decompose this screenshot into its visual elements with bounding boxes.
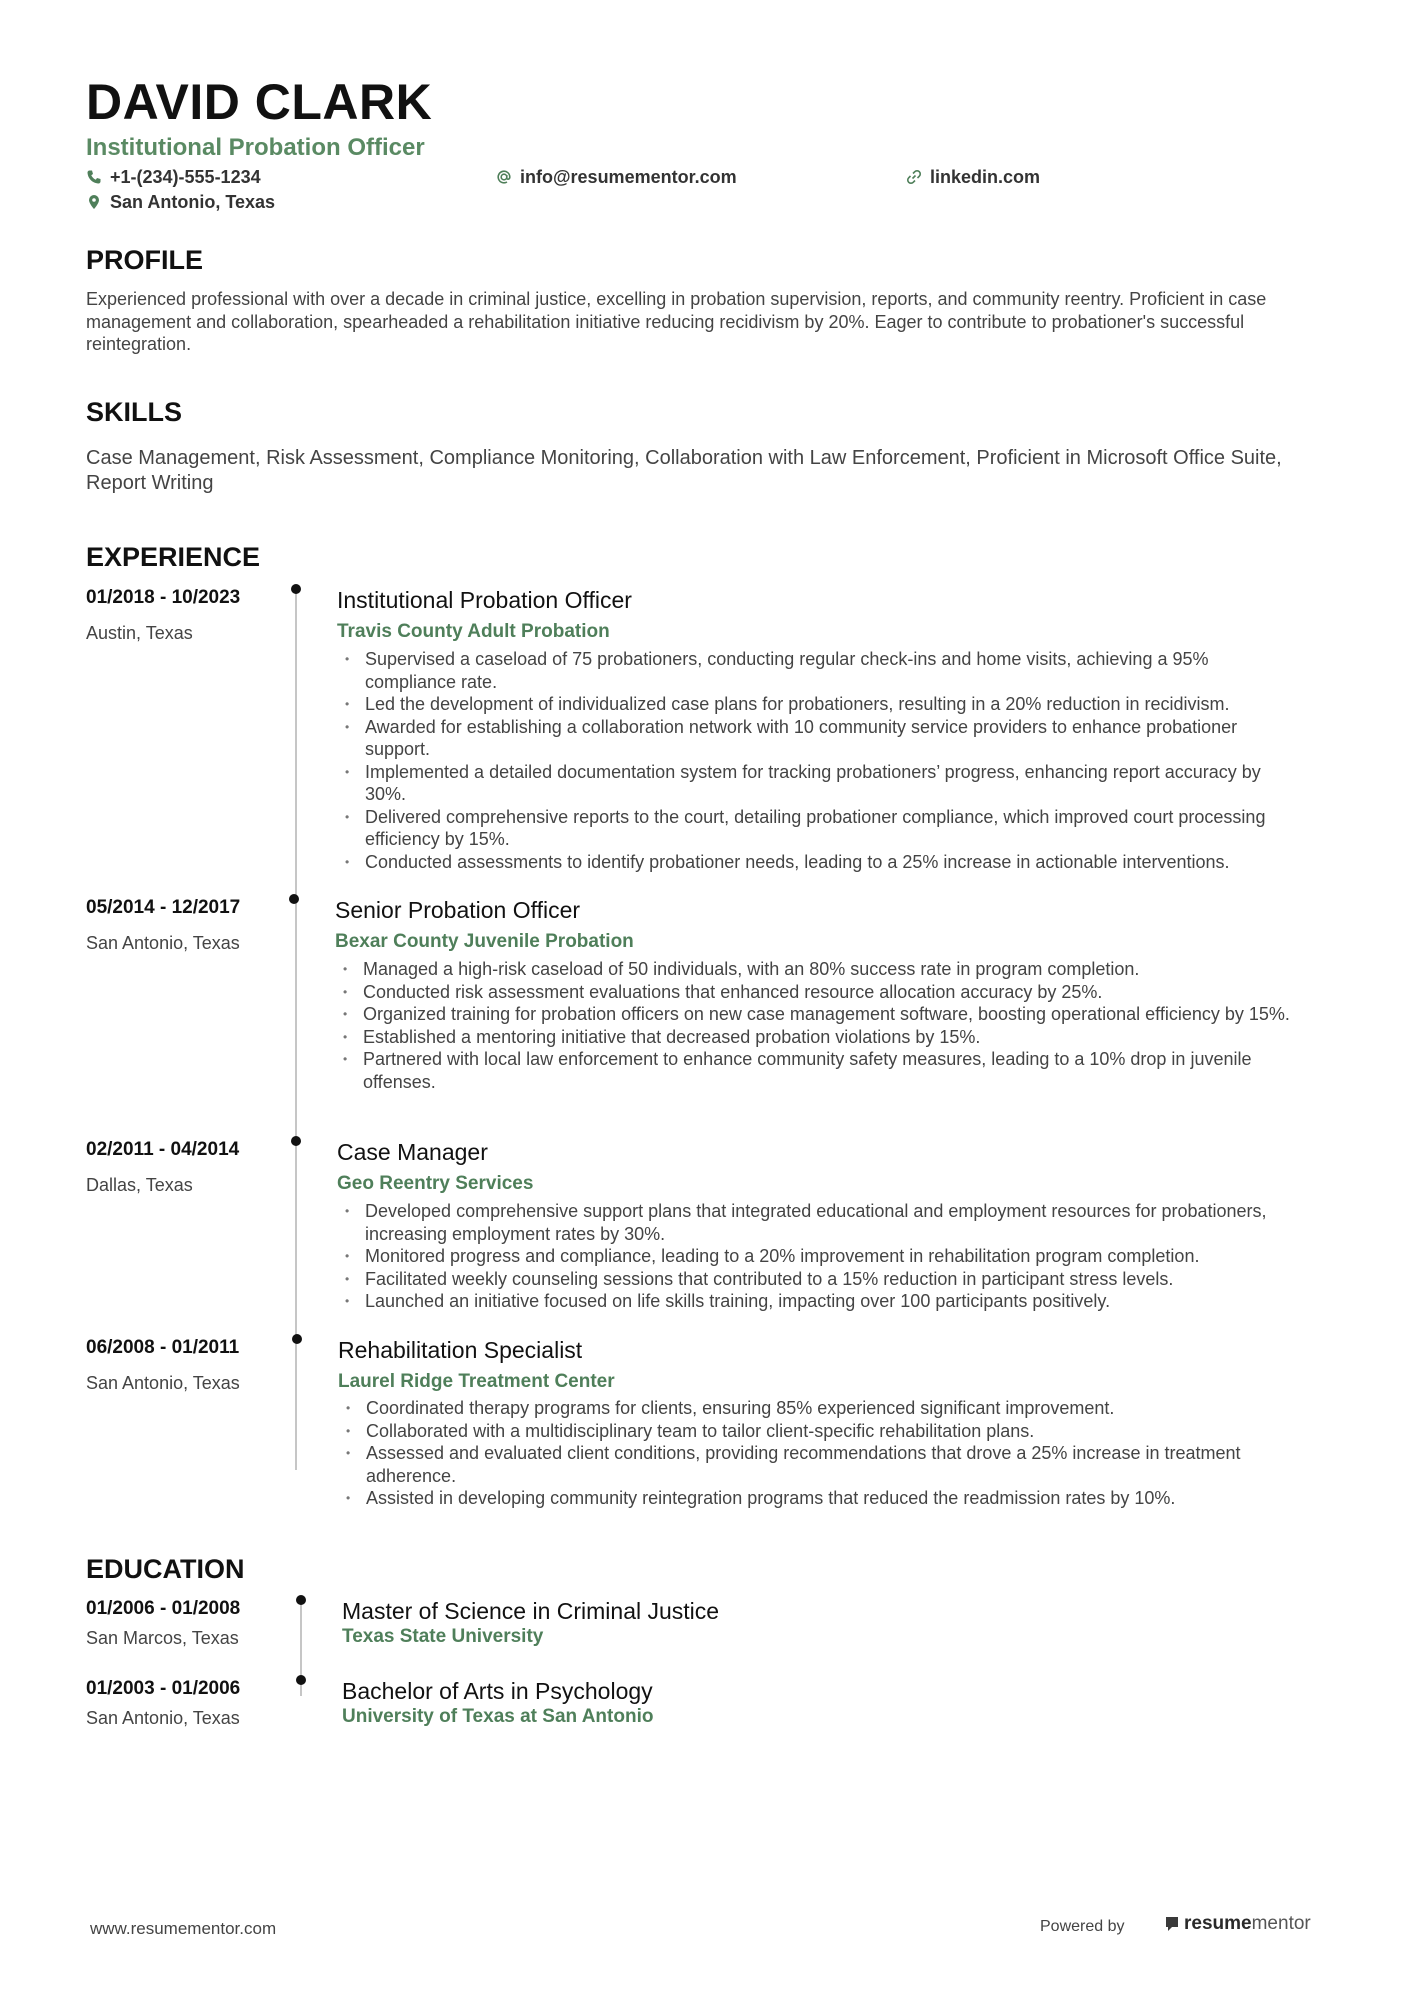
- job-dates: 05/2014 - 12/2017: [86, 897, 241, 918]
- job-location: San Antonio, Texas: [86, 933, 240, 953]
- list-item: • Monitored progress and compliance, leading to a 20% improvement in rehabilitation program completion.: [340, 1245, 1300, 1268]
- job-company: Travis County Adult Probation: [337, 621, 610, 642]
- profile-text: Experienced professional with over a decade in criminal justice, excelling in probation supervision, reports, and community reentry. Proficient in case management and collaboration, spearheaded a rehabilitation initiative reducing recidivism by 20%. Eager to contribute to probationer's successful reintegration.: [86, 289, 1267, 354]
- link-icon: [906, 169, 922, 185]
- education-location: San Marcos, Texas: [86, 1628, 239, 1648]
- job-bullets: [338, 958, 1322, 1093]
- job-title: Case Manager: [337, 1139, 488, 1165]
- experience-heading: EXPERIENCE: [86, 542, 261, 572]
- education-heading: EDUCATION: [86, 1554, 245, 1584]
- job-title: Rehabilitation Specialist: [338, 1337, 583, 1363]
- job-bullets: [341, 1397, 1301, 1510]
- timeline-dot: [289, 894, 299, 904]
- list-item: • Coordinated therapy programs for clients, ensuring 85% experienced significant improvement.: [341, 1397, 1301, 1420]
- brand-name-bold: resume: [1184, 1913, 1252, 1934]
- skills-text: Case Management, Risk Assessment, Compliance Monitoring, Collaboration with Law Enforcement, Proficient in Microsoft Office Suite, Report Writing: [86, 447, 1282, 494]
- list-item: • Collaborated with a multidisciplinary team to tailor client-specific rehabilitation plans.: [341, 1420, 1301, 1443]
- education-degree: Bachelor of Arts in Psychology: [342, 1678, 653, 1704]
- list-item: • Conducted risk assessment evaluations that enhanced resource allocation accuracy by 25%.: [338, 981, 1322, 1004]
- job-dates: 01/2018 - 10/2023: [86, 587, 241, 608]
- footer-website[interactable]: www.resumementor.com: [90, 1919, 277, 1938]
- job-company: Geo Reentry Services: [337, 1173, 534, 1194]
- list-item: • Assessed and evaluated client conditions, providing recommendations that drove a 25% increase in treatment adherence.: [341, 1442, 1301, 1487]
- list-item: • Supervised a caseload of 75 probationers, conducting regular check-ins and home visits, achieving a 95% compliance rate.: [340, 648, 1300, 693]
- footer-powered-by: Powered by: [1040, 1918, 1125, 1935]
- education-degree: Master of Science in Criminal Justice: [342, 1598, 720, 1624]
- list-item: • Launched an initiative focused on life skills training, impacting over 100 participants positively.: [340, 1290, 1300, 1313]
- list-item: • Partnered with local law enforcement to enhance community safety measures, leading to a 10% drop in juvenile offenses.: [338, 1048, 1322, 1093]
- education-school: University of Texas at San Antonio: [342, 1706, 654, 1727]
- timeline-dot: [296, 1595, 306, 1605]
- phone-text: +1-(234)-555-1234: [110, 167, 261, 187]
- email-text: info@resumementor.com: [520, 167, 737, 187]
- list-item: • Managed a high-risk caseload of 50 individuals, with an 80% success rate in program completion.: [338, 958, 1322, 981]
- contact-linkedin[interactable]: [906, 165, 1040, 189]
- timeline-dot: [292, 1334, 302, 1344]
- timeline-dot: [291, 584, 301, 594]
- location-pin-icon: [86, 194, 102, 210]
- list-item: • Facilitated weekly counseling sessions that contributed to a 15% reduction in participant stress levels.: [340, 1268, 1300, 1291]
- job-title: Senior Probation Officer: [335, 897, 581, 923]
- job-location: Austin, Texas: [86, 623, 193, 643]
- linkedin-text: linkedin.com: [930, 167, 1041, 187]
- education-dates: 01/2003 - 01/2006: [86, 1678, 241, 1699]
- education-school: Texas State University: [342, 1626, 544, 1647]
- list-item: • Established a mentoring initiative that decreased probation violations by 15%.: [338, 1026, 1322, 1049]
- profile-heading: PROFILE: [86, 245, 204, 275]
- list-item: • Implemented a detailed documentation system for tracking probationers’ progress, enhancing report accuracy by 30%.: [340, 761, 1300, 806]
- contact-location: [86, 190, 275, 214]
- job-location: San Antonio, Texas: [86, 1373, 240, 1393]
- candidate-role: Institutional Probation Officer: [86, 134, 425, 161]
- job-bullets: [340, 1200, 1300, 1313]
- list-item: • Assisted in developing community reintegration programs that reduced the readmission rates by 10%.: [341, 1487, 1301, 1510]
- list-item: • Delivered comprehensive reports to the court, detailing probationer compliance, which improved court processing efficiency by 15%.: [340, 806, 1300, 851]
- job-company: Bexar County Juvenile Probation: [335, 931, 634, 952]
- brand-logo[interactable]: [1164, 1912, 1311, 1936]
- job-title: Institutional Probation Officer: [337, 587, 632, 613]
- job-dates: 02/2011 - 04/2014: [86, 1139, 240, 1160]
- location-text: San Antonio, Texas: [110, 192, 276, 212]
- job-dates: 06/2008 - 01/2011: [86, 1337, 240, 1358]
- education-location: San Antonio, Texas: [86, 1708, 240, 1728]
- job-bullets: [340, 648, 1300, 873]
- contact-phone[interactable]: [86, 165, 261, 189]
- candidate-name: DAVID CLARK: [86, 74, 433, 130]
- at-sign-icon: [496, 169, 512, 185]
- list-item: • Organized training for probation officers on new case management software, boosting operational efficiency by 15%.: [338, 1003, 1322, 1026]
- timeline-dot: [296, 1675, 306, 1685]
- brand-mark-icon: [1164, 1915, 1180, 1933]
- job-company: Laurel Ridge Treatment Center: [338, 1371, 615, 1392]
- list-item: • Led the development of individualized case plans for probationers, resulting in a 20% reduction in recidivism.: [340, 693, 1300, 716]
- list-item: • Awarded for establishing a collaboration network with 10 community service providers to enhance probationer support.: [340, 716, 1300, 761]
- brand-name-light: mentor: [1251, 1913, 1311, 1934]
- list-item: • Conducted assessments to identify probationer needs, leading to a 25% increase in actionable interventions.: [340, 851, 1300, 874]
- timeline-dot: [291, 1136, 301, 1146]
- list-item: • Developed comprehensive support plans that integrated educational and employment resources for probationers, increasing employment rates by 30%.: [340, 1200, 1300, 1245]
- phone-icon: [86, 169, 102, 185]
- job-location: Dallas, Texas: [86, 1175, 193, 1195]
- education-dates: 01/2006 - 01/2008: [86, 1598, 241, 1619]
- contact-email[interactable]: [496, 165, 737, 189]
- skills-heading: SKILLS: [86, 397, 183, 427]
